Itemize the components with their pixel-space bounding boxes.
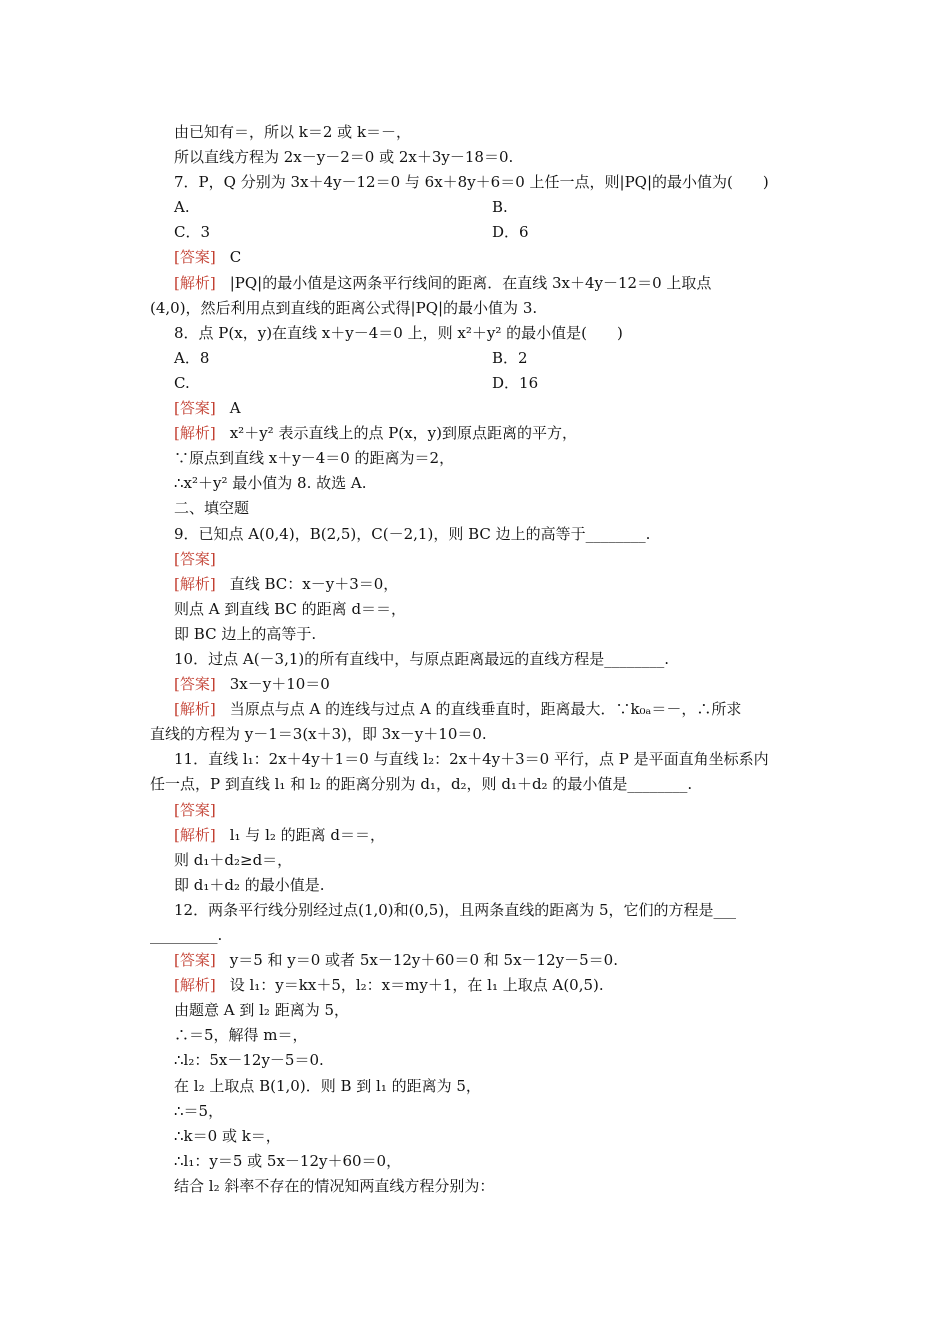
option-b: B．2 (492, 348, 528, 367)
text-line: ∴x²＋y² 最小值为 8. 故选 A. (174, 474, 367, 493)
question-12: 12．两条平行线分别经过点(1,0)和(0,5)，且两条直线的距离为 5，它们的方程是___ (174, 900, 737, 919)
analysis-tag: [解析] (174, 825, 216, 844)
answer-line (150, 396, 810, 421)
answer-line (150, 798, 810, 823)
analysis-text: 设 l₁：y＝kx＋5，l₂：x＝my＋1，在 l₁ 上取点 A(0,5). (229, 976, 604, 995)
analysis-tag: [解析] (174, 574, 216, 593)
text-line: 即 BC 边上的高等于. (174, 624, 317, 643)
answer-tag: [答案] (174, 248, 216, 267)
answer-line (150, 547, 810, 572)
option-a: A. (174, 198, 190, 217)
section-heading: 二、填空题 (174, 499, 250, 518)
question-8: 8．点 P(x，y)在直线 x＋y－4＝0 上，则 x²＋y² 的最小值是( ) (174, 323, 623, 342)
analysis-line (150, 973, 810, 998)
answer-tag: [答案] (174, 951, 216, 970)
analysis-tag: [解析] (174, 976, 216, 995)
answer-line (150, 245, 810, 270)
text-line: 直线的方程为 y－1＝3(x＋3)，即 3x－y＋10＝0. (150, 725, 487, 744)
analysis-text: l₁ 与 l₂ 的距离 d＝＝， (229, 825, 386, 844)
text-line: ∴k＝0 或 k＝， (174, 1126, 281, 1145)
question-11: 11．直线 l₁：2x＋4y＋1＝0 与直线 l₂：2x＋4y＋3＝0 平行，点 P 是平面直角坐标系内 (174, 750, 769, 769)
answer-tag: [答案] (174, 675, 216, 694)
text-line: ∴＝5，解得 m＝， (174, 1026, 308, 1045)
text-line: 在 l₂ 上取点 B(1,0)．则 B 到 l₁ 的距离为 5， (174, 1076, 481, 1095)
analysis-line (150, 697, 810, 722)
options-row (150, 371, 810, 396)
analysis-text: 直线 BC：x－y＋3＝0， (229, 574, 399, 593)
document-body (150, 120, 810, 1199)
answer-line (150, 948, 810, 973)
text-line: 结合 l₂ 斜率不存在的情况知两直线方程分别为： (174, 1176, 495, 1195)
analysis-line (150, 421, 810, 446)
analysis-text: x²＋y² 表示直线上的点 P(x，y)到原点距离的平方， (229, 424, 577, 443)
option-d: D．6 (492, 223, 529, 242)
text-line: 由已知有＝，所以 k＝2 或 k＝－， (174, 123, 412, 141)
analysis-tag: [解析] (174, 424, 216, 443)
options-row (150, 195, 810, 220)
answer-text: C (229, 248, 242, 267)
answer-tag: [答案] (174, 399, 216, 418)
analysis-tag: [解析] (174, 700, 216, 719)
analysis-line (150, 572, 810, 597)
options-row (150, 220, 810, 245)
analysis-tag: [解析] (174, 273, 216, 292)
answer-tag: [答案] (174, 800, 216, 819)
text-line: ∵原点到直线 x＋y－4＝0 的距离为＝2， (174, 449, 455, 468)
analysis-text: |PQ|的最小值是这两条平行线间的距离．在直线 3x＋4y－12＝0 上取点 (229, 273, 712, 292)
text-line: 所以直线方程为 2x－y－2＝0 或 2x＋3y－18＝0. (174, 148, 514, 167)
option-b: B. (492, 198, 508, 217)
option-a: A．8 (174, 348, 210, 367)
question-9: 9．已知点 A(0,4)，B(2,5)，C(－2,1)，则 BC 边上的高等于________. (174, 524, 651, 543)
question-7: 7．P，Q 分别为 3x＋4y－12＝0 与 6x＋8y＋6＝0 上任一点，则|PQ|的最小值为( ) (174, 173, 769, 192)
text-line: (4,0)，然后利用点到直线的距离公式得|PQ|的最小值为 3. (150, 298, 538, 317)
text-line: 则点 A 到直线 BC 的距离 d＝＝， (174, 599, 407, 618)
option-c: C. (174, 373, 190, 392)
answer-text: 3x－y＋10＝0 (229, 675, 330, 694)
option-c: C．3 (174, 223, 211, 242)
option-d: D．16 (492, 373, 539, 392)
answer-text: y＝5 和 y＝0 或者 5x－12y＋60＝0 和 5x－12y－5＝0. (229, 951, 618, 970)
text-line: _________. (150, 926, 223, 944)
text-line: 则 d₁＋d₂≥d＝， (174, 850, 293, 869)
text-line: 即 d₁＋d₂ 的最小值是. (174, 875, 325, 894)
analysis-text: 当原点与点 A 的连线与过点 A 的直线垂直时，距离最大．∵k₀ₐ＝－，∴所求 (229, 700, 742, 719)
analysis-line (150, 823, 810, 848)
question-10: 10．过点 A(－3,1)的所有直线中，与原点距离最远的直线方程是________. (174, 649, 670, 668)
answer-tag: [答案] (174, 549, 216, 568)
text-line: ∴l₂：5x－12y－5＝0. (174, 1051, 324, 1070)
text-line: ∴l₁：y＝5 或 5x－12y＋60＝0， (174, 1151, 402, 1170)
text-line: 由题意 A 到 l₂ 距离为 5， (174, 1001, 350, 1020)
answer-line (150, 672, 810, 697)
analysis-line (150, 271, 810, 296)
text-line: ∴＝5， (174, 1101, 224, 1120)
answer-text: A (229, 399, 241, 418)
text-line: 任一点，P 到直线 l₁ 和 l₂ 的距离分别为 d₁，d₂，则 d₁＋d₂ 的最小值是________. (150, 775, 693, 794)
options-row (150, 346, 810, 371)
